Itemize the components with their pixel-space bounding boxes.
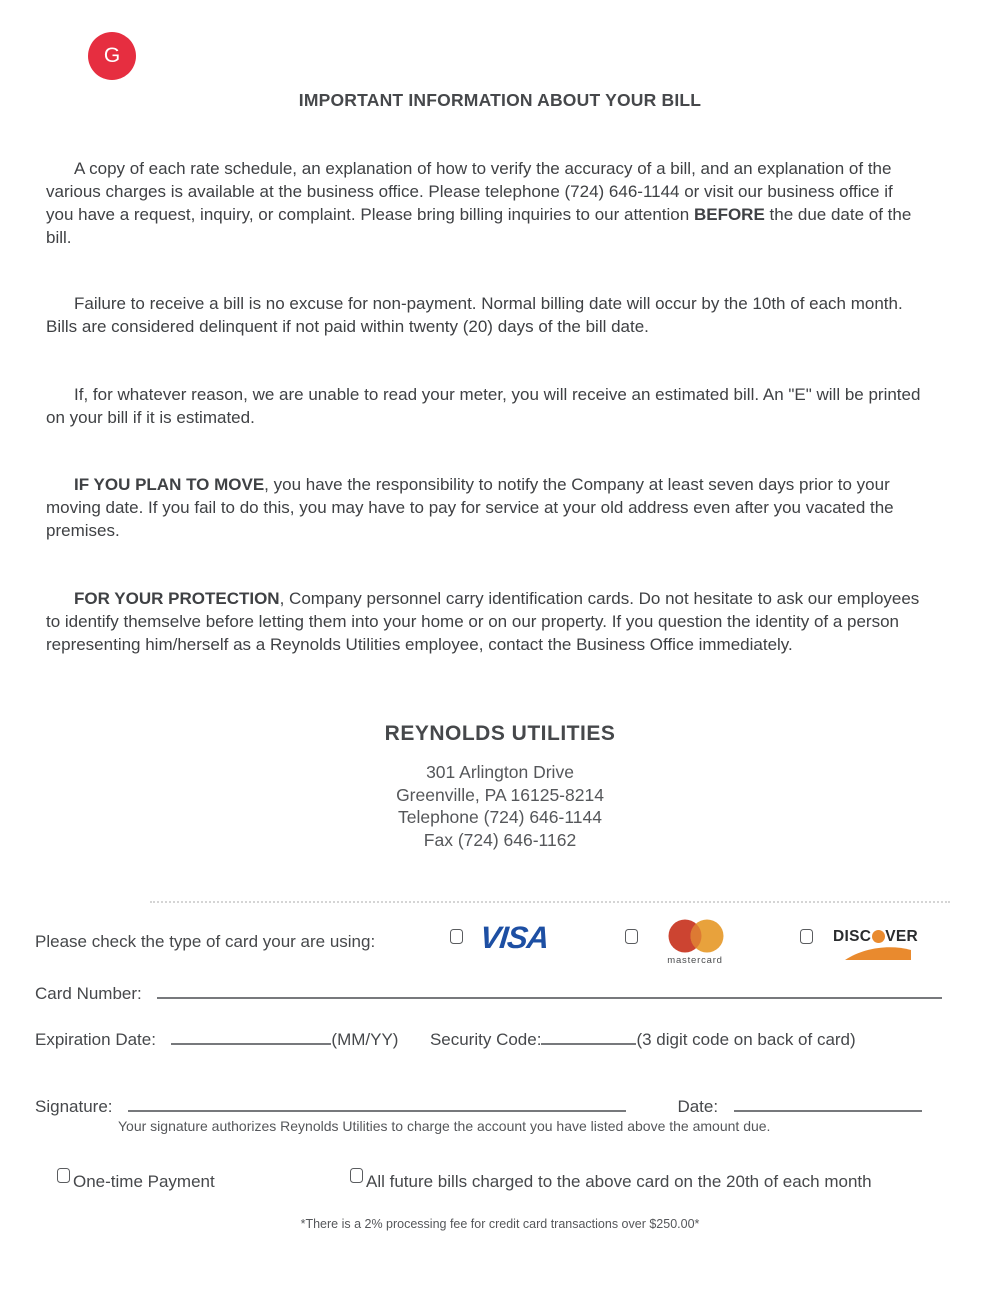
- card-number-line: [157, 983, 942, 999]
- paragraph-segment: If, for whatever reason, we are unable to read your meter, you will receive an estimated bill. An "E" will be printed on your bill if it is estimated.: [46, 385, 921, 427]
- recurring-payment-option: [350, 1168, 872, 1192]
- signature-label: Signature:: [35, 1097, 113, 1116]
- expiration-security-row: [35, 1029, 856, 1050]
- company-address: [0, 761, 1000, 851]
- discover-wordmark: DISC VER: [833, 928, 919, 945]
- paragraph-segment: , Company personnel carry identification cards. Do not hesitate to ask our employees to identify themselve before letting them into your home or on our property. If you question the identity of a person representing him/herself as a Reynolds Utilities employee, contact the Business Office immediately.: [46, 589, 920, 654]
- card-number-label: Card Number:: [35, 984, 142, 1003]
- company-address-line: 301 Arlington Drive: [426, 762, 574, 782]
- paragraph-segment: , you have the responsibility to notify the Company at least seven days prior to your moving date. If you fail to do this, you may have to pay for service at your old address even after you vacated the premises.: [46, 475, 894, 540]
- paragraph-segment: BEFORE: [693, 205, 765, 224]
- paragraph-segment: FOR YOUR PROTECTION: [74, 589, 280, 608]
- recurring-label: All future bills charged to the above card on the 20th of each month: [366, 1171, 872, 1191]
- company-block: [0, 722, 1000, 851]
- company-fax-line: Fax (724) 646-1162: [423, 829, 577, 850]
- date-label: Date:: [677, 1097, 719, 1116]
- discover-logo: [833, 928, 917, 962]
- signature-line: [128, 1096, 626, 1112]
- paragraph-estimated-bill: [46, 383, 924, 429]
- paragraph-segment: A copy of each rate schedule, an explanation of how to verify the accuracy of a bill, and an explanation of the various charges is available at the business office. Please telephone (724) 646-1144 or visit our business office if you have a request, inquiry, or complaint. Please bring billing inquiries to our attention: [46, 159, 893, 224]
- document-title: IMPORTANT INFORMATION ABOUT YOUR BILL: [298, 90, 702, 110]
- processing-fee-footnote: *There is a 2% processing fee for credit card transactions over $250.00*: [300, 1217, 700, 1231]
- recurring-checkbox[interactable]: [350, 1168, 363, 1183]
- company-name: REYNOLDS UTILITIES: [384, 722, 616, 745]
- discover-checkbox[interactable]: [800, 929, 813, 944]
- mastercard-logo: [653, 918, 737, 966]
- perforation-line: [150, 901, 950, 903]
- annotation-badge-g: G: [88, 32, 136, 80]
- mastercard-wordmark: mastercard: [667, 955, 723, 966]
- one-time-payment-option: [57, 1168, 215, 1192]
- paragraph-for-your-protection: [46, 587, 924, 656]
- visa-checkbox[interactable]: [450, 929, 463, 944]
- paragraph-plan-to-move: [46, 473, 924, 542]
- paragraph-segment: Failure to receive a bill is no excuse for non-payment. Normal billing date will occur by the 10th of each month. Bills are considered delinquent if not paid within twenty (20) days of the bill date.: [46, 294, 903, 336]
- signature-note: Your signature authorizes Reynolds Utilities to charge the account you have listed above the amount due.: [118, 1118, 771, 1134]
- security-code-hint: (3 digit code on back of card): [636, 1030, 856, 1049]
- card-number-row: [35, 983, 942, 1004]
- expiration-format: (MM/YY): [331, 1030, 399, 1049]
- expiration-label: Expiration Date:: [35, 1030, 156, 1049]
- paragraph-rate-schedule: [46, 157, 924, 249]
- paragraph-segment: the due date of the bill.: [46, 205, 912, 247]
- date-line: [734, 1096, 922, 1112]
- company-phone-line: Telephone (724) 646-1144: [397, 807, 602, 827]
- visa-logo: VISA: [478, 920, 551, 955]
- paragraph-segment: IF YOU PLAN TO MOVE: [74, 475, 265, 494]
- company-address-line: Greenville, PA 16125-8214: [396, 784, 604, 805]
- mastercard-circles-icon: [653, 918, 737, 956]
- card-type-label: Please check the type of card your are using:: [35, 932, 376, 951]
- one-time-label: One-time Payment: [73, 1171, 215, 1191]
- discover-o-icon: [872, 930, 885, 943]
- security-code-label: Security Code:: [429, 1030, 542, 1049]
- paragraph-failure-to-receive: [46, 292, 924, 338]
- discover-swoosh-icon: [845, 943, 911, 960]
- signature-row: [35, 1096, 922, 1117]
- mastercard-checkbox[interactable]: [625, 929, 638, 944]
- one-time-checkbox[interactable]: [57, 1168, 70, 1183]
- expiration-line: [171, 1029, 331, 1045]
- security-code-line: [541, 1029, 636, 1045]
